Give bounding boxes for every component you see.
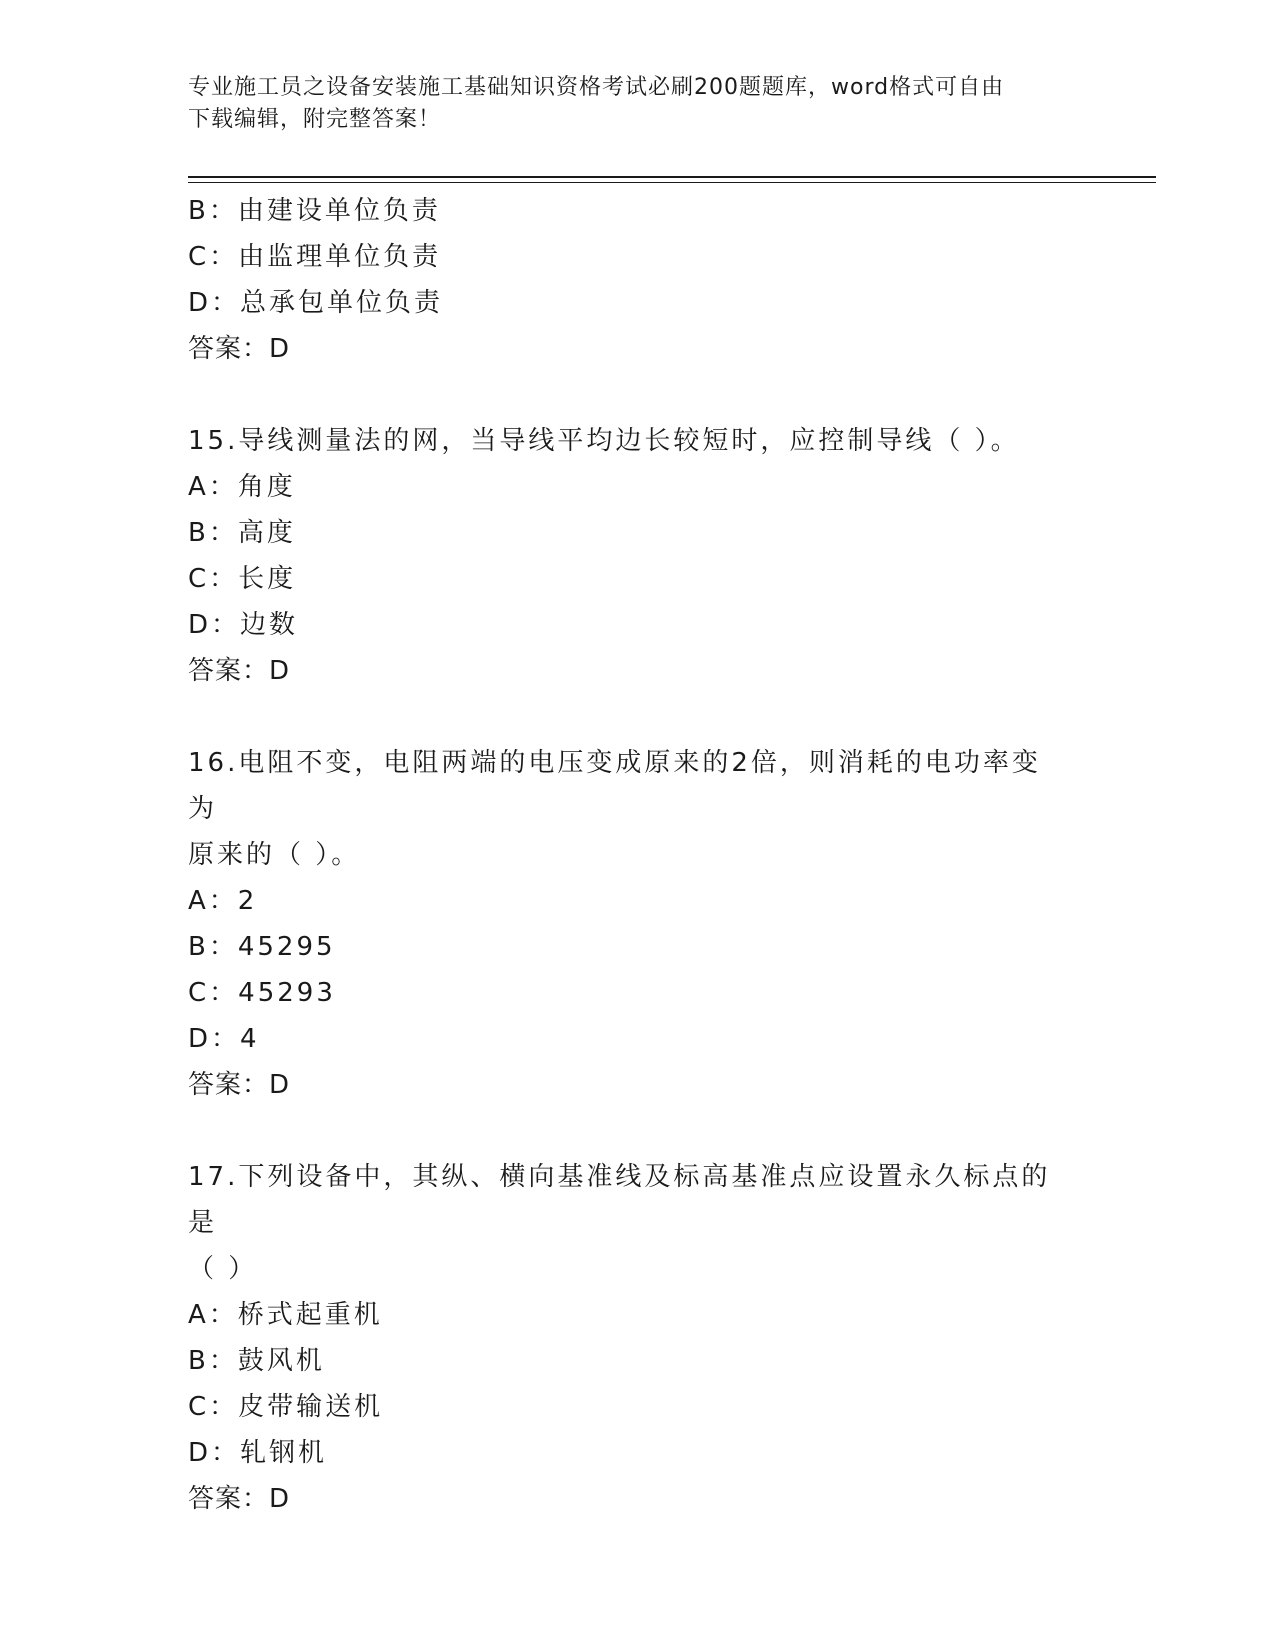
option-d: D：边数 <box>188 610 299 640</box>
option-b: B：由建设单位负责 <box>188 196 441 226</box>
option-a: A：角度 <box>188 472 296 502</box>
answer-line: 答案：D <box>188 656 291 686</box>
option-d: D：总承包单位负责 <box>188 288 444 318</box>
header-divider-thin <box>188 182 1156 183</box>
question-text: 15.导线测量法的网，当导线平均边长较短时，应控制导线（ ）。 <box>188 426 1020 456</box>
question-text-continued: 原来的（ ）。 <box>188 840 361 870</box>
question-14-tail <box>188 188 1088 372</box>
header-line-2: 下载编辑，附完整答案！ <box>188 107 442 132</box>
option-b: B：45295 <box>188 932 336 962</box>
option-b: B：高度 <box>188 518 296 548</box>
option-c: C：长度 <box>188 564 297 594</box>
question-17 <box>188 1154 1088 1522</box>
option-c: C：45293 <box>188 978 336 1008</box>
question-text: 17.下列设备中，其纵、横向基准线及标高基准点应设置永久标点的是 <box>188 1162 1051 1238</box>
question-text: 16.电阻不变，电阻两端的电压变成原来的2倍，则消耗的电功率变为 <box>188 748 1041 824</box>
option-b: B：鼓风机 <box>188 1346 325 1376</box>
option-c: C：由监理单位负责 <box>188 242 442 272</box>
question-text-continued: （ ） <box>188 1254 258 1284</box>
answer-line: 答案：D <box>188 334 291 364</box>
question-content <box>188 188 1088 1522</box>
question-16 <box>188 740 1088 1108</box>
option-a: A：桥式起重机 <box>188 1300 383 1330</box>
question-15 <box>188 418 1088 694</box>
header-line-1: 专业施工员之设备安装施工基础知识资格考试必刷200题题库，word格式可自由 <box>188 75 1005 100</box>
option-d: D：轧钢机 <box>188 1438 328 1468</box>
option-c: C：皮带输送机 <box>188 1392 384 1422</box>
option-a: A：2 <box>188 886 258 916</box>
answer-line: 答案：D <box>188 1070 291 1100</box>
header-divider-thick <box>188 176 1156 178</box>
option-d: D：4 <box>188 1024 260 1054</box>
answer-line: 答案：D <box>188 1484 291 1514</box>
document-header <box>188 72 1068 136</box>
